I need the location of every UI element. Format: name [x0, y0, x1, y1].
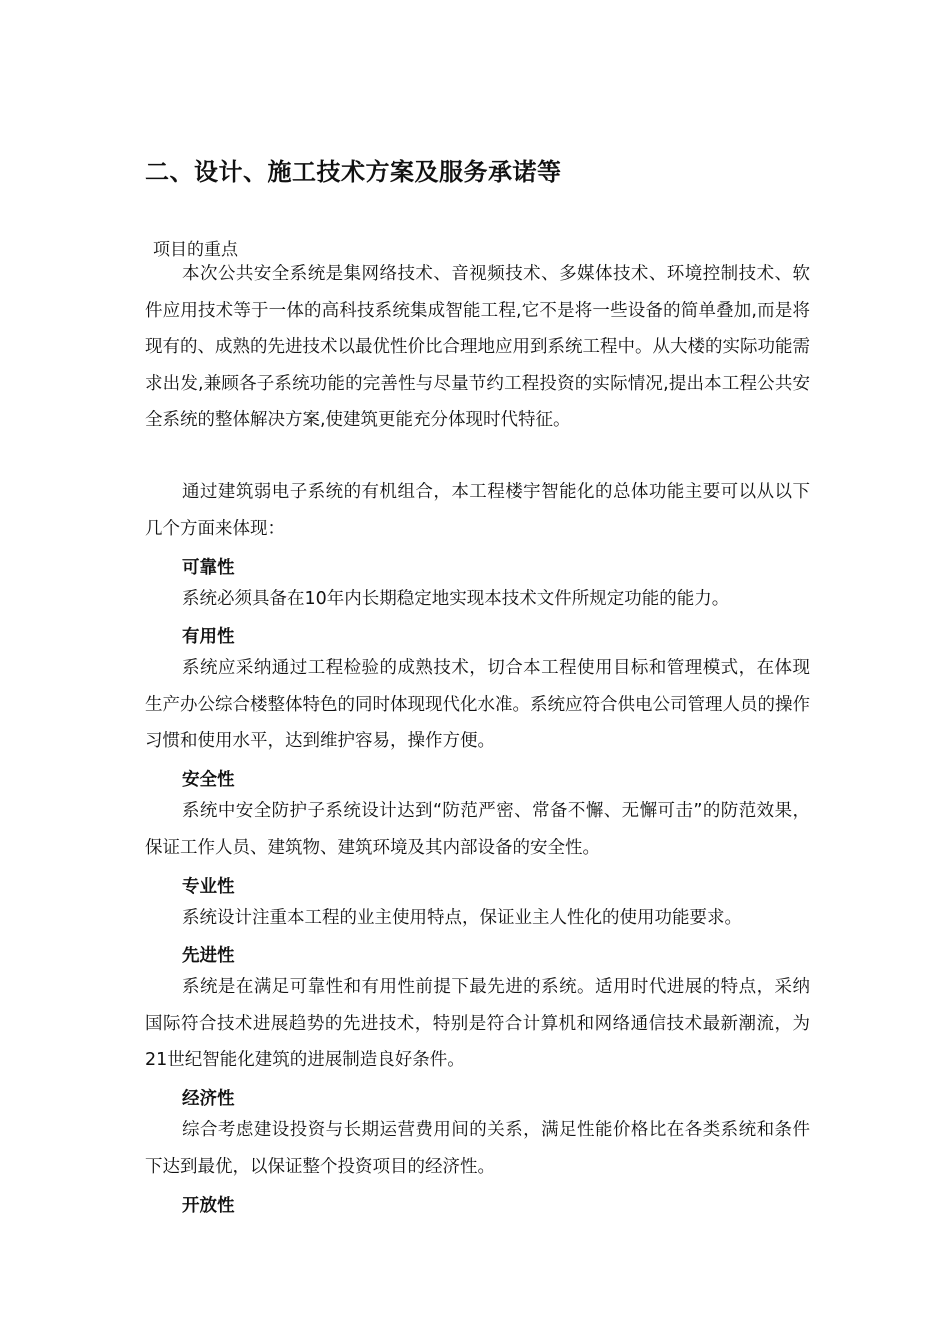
heading-economy: 经济性 — [182, 1089, 235, 1109]
page-title: 二、设计、施工技术方案及服务承诺等 — [145, 158, 562, 186]
body-usefulness: 系统应采纳通过工程检验的成熟技术，切合本工程使用目标和管理模式，在体现生产办公综合楼整体特色的同时体现现代化水准。系统应符合供电公司管理人员的操作习惯和使用水平，达到维护容易，操作方便。 — [145, 658, 810, 751]
intro-paragraph-1: 本次公共安全系统是集网络技术、音视频技术、多媒体技术、环境控制技术、软件应用技术等于一体的高科技系统集成智能工程,它不是将一些设备的简单叠加,而是将现有的、成熟的先进技术以最优性价比合理地应用到系统工程中。从大楼的实际功能需求出发,兼顾各子系统功能的完善性与尽量节约工程投资的实际情况,提出本工程公共安全系统的整体解决方案,使建筑更能充分体现时代特征。 — [145, 264, 810, 430]
body-security: 系统中安全防护子系统设计达到“防范严密、常备不懈、无懈可击”的防范效果，保证工作人员、建筑物、建筑环境及其内部设备的安全性。 — [145, 801, 810, 858]
heading-reliability: 可靠性 — [182, 558, 235, 578]
section-subtitle: 项目的重点 — [153, 240, 238, 260]
body-advancement: 系统是在满足可靠性和有用性前提下最先进的系统。适用时代进展的特点，采纳国际符合技术进展趋势的先进技术，特别是符合计算机和网络通信技术最新潮流，为21世纪智能化建筑的进展制造良好条件。 — [145, 977, 810, 1070]
heading-advancement: 先进性 — [182, 946, 235, 966]
body-economy: 综合考虑建设投资与长期运营费用间的关系，满足性能价格比在各类系统和条件下达到最优，以保证整个投资项目的经济性。 — [145, 1120, 810, 1177]
intro-paragraph-2: 通过建筑弱电子系统的有机组合，本工程楼宇智能化的总体功能主要可以从以下几个方面来体现： — [145, 482, 810, 539]
heading-professionalism: 专业性 — [182, 877, 235, 897]
heading-security: 安全性 — [182, 770, 235, 790]
body-professionalism: 系统设计注重本工程的业主使用特点，保证业主人性化的使用功能要求。 — [182, 908, 742, 928]
heading-openness: 开放性 — [182, 1196, 235, 1216]
body-reliability: 系统必须具备在10年内长期稳定地实现本技术文件所规定功能的能力。 — [182, 589, 730, 609]
heading-usefulness: 有用性 — [182, 627, 235, 647]
